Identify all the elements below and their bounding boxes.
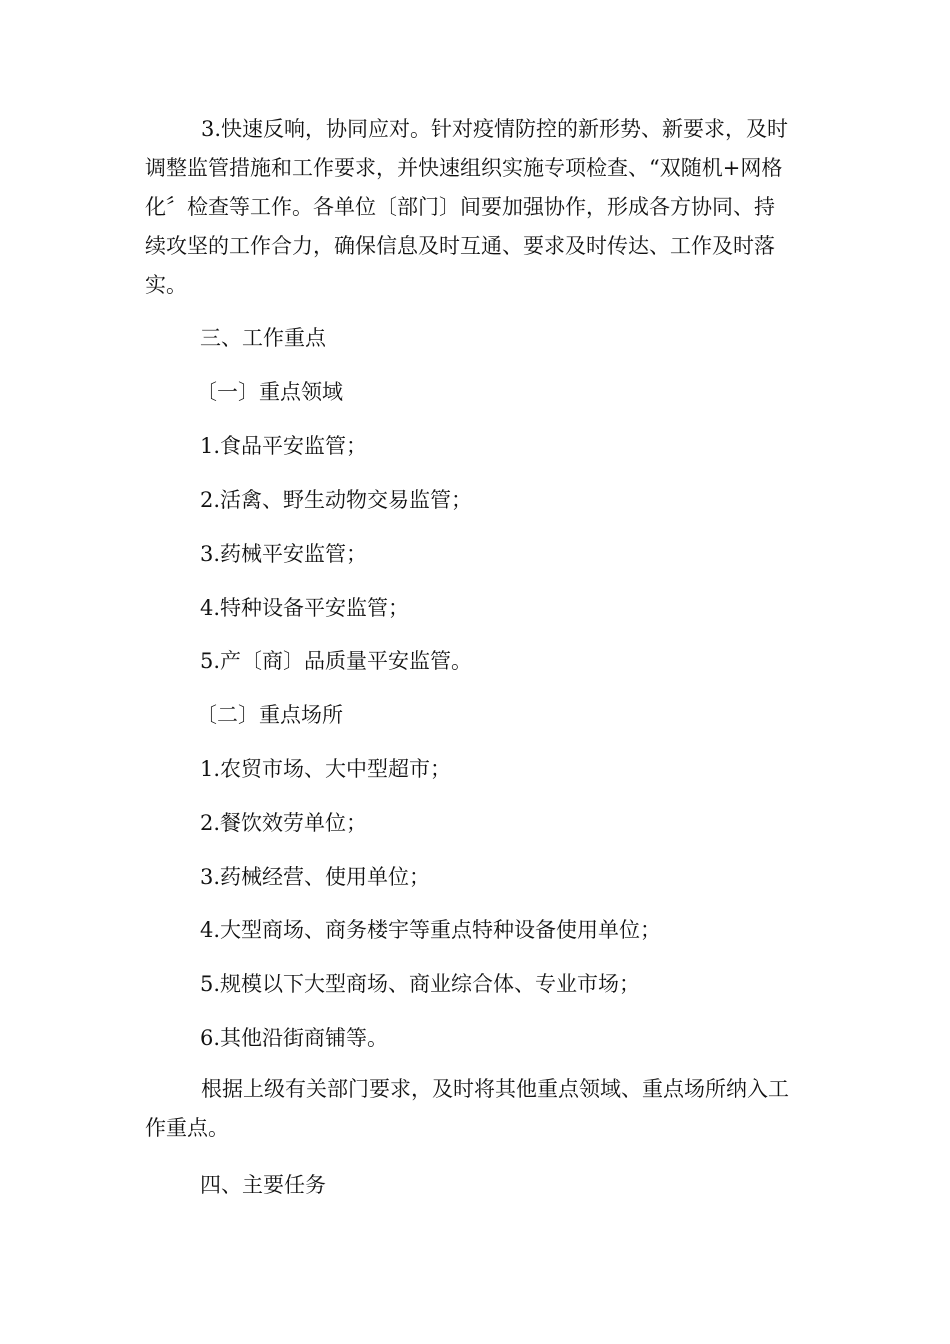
list-item-key-place: 1.农贸市场、大中型超市；	[200, 757, 452, 781]
paragraph-line: 作重点。	[145, 1116, 229, 1140]
list-item-key-place: 6.其他沿街商铺等。	[200, 1026, 389, 1050]
section-heading-main-tasks: 四、主要任务	[200, 1173, 326, 1197]
subheading-key-places: 〔二〕重点场所	[196, 703, 343, 727]
list-item-key-area: 2.活禽、野生动物交易监管；	[200, 488, 473, 512]
subheading-key-areas: 〔一〕重点领域	[196, 380, 343, 404]
paragraph-line: 续攻坚的工作合力，确保信息及时互通、要求及时传达、工作及时落	[145, 234, 775, 258]
paragraph-line: 3.快速反响，协同应对。针对疫情防控的新形势、新要求，及时	[201, 117, 789, 141]
paragraph-line: 化〞检查等工作。各单位〔部门〕间要加强协作，形成各方协同、持	[145, 195, 775, 219]
section-heading-work-focus: 三、工作重点	[200, 326, 326, 350]
list-item-key-place: 2.餐饮效劳单位；	[200, 811, 368, 835]
paragraph-line: 根据上级有关部门要求，及时将其他重点领域、重点场所纳入工	[201, 1077, 789, 1101]
list-item-key-area: 5.产〔商〕品质量平安监管。	[200, 649, 473, 673]
list-item-key-place: 4.大型商场、商务楼宇等重点特种设备使用单位；	[200, 918, 662, 942]
list-item-key-area: 4.特种设备平安监管；	[200, 596, 410, 620]
paragraph-line: 实。	[145, 273, 187, 297]
list-item-key-area: 3.药械平安监管；	[200, 542, 368, 566]
paragraph-closing	[145, 1070, 805, 1148]
list-item-key-place: 3.药械经营、使用单位；	[200, 865, 431, 889]
paragraph-rapid-response	[145, 110, 805, 305]
list-item-key-area: 1.食品平安监管；	[200, 434, 368, 458]
paragraph-line: 调整监管措施和工作要求，并快速组织实施专项检查、“双随机+网格	[145, 156, 783, 180]
list-item-key-place: 5.规模以下大型商场、商业综合体、专业市场；	[200, 972, 641, 996]
